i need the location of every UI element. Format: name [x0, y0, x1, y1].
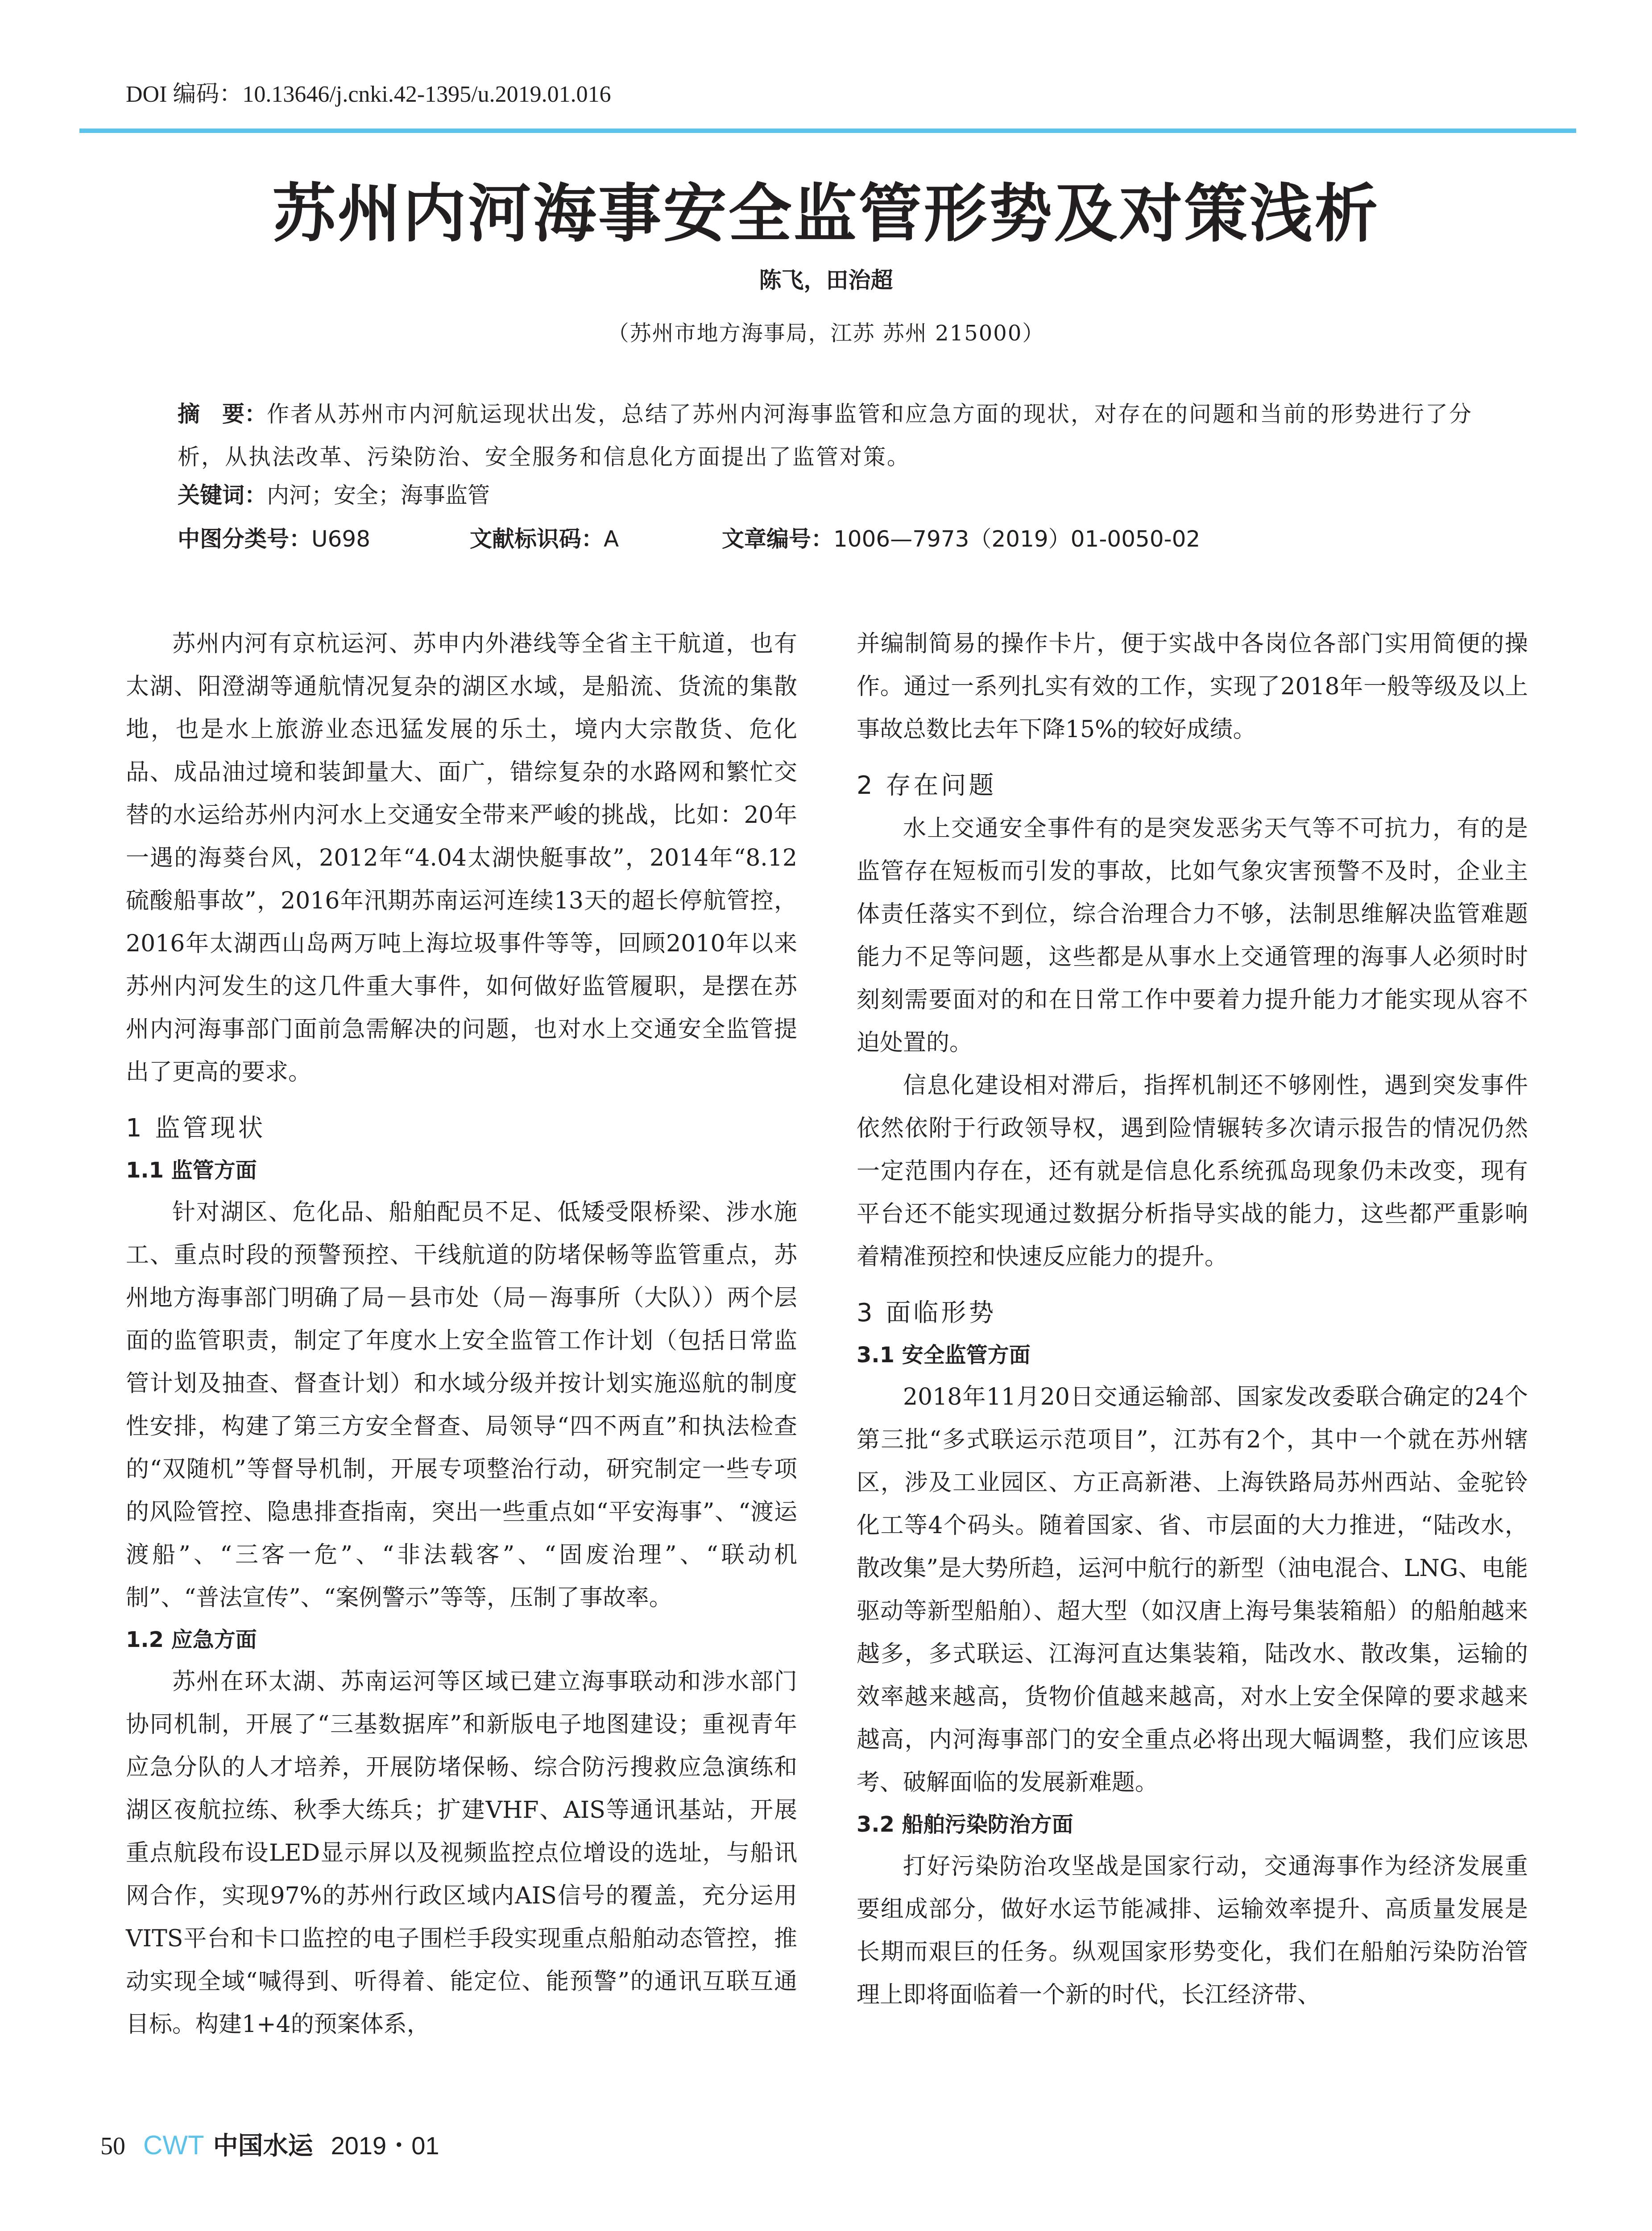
abstract-text: 作者从苏州市内河航运现状出发，总结了苏州内河海事监管和应急方面的现状，对存在的问题和当前的形势进行了分析，从执法改革、污染防治、安全服务和信息化方面提出了监管对策。 [178, 401, 1473, 470]
section-3-2-paragraph: 打好污染防治攻坚战是国家行动，交通海事作为经济发展重要组成部分，做好水运节能减排、运输效率提升、高质量发展是长期而艰巨的任务。纵观国家形势变化，我们在船舶污染防治管理上即将面临着一个新的时代，长江经济带、 [857, 1853, 1528, 2008]
doc-code-label: 文献标识码： [470, 526, 604, 552]
keywords-label: 关键词： [178, 482, 267, 508]
article-number-label: 文章编号： [722, 526, 833, 552]
continued-paragraph: 并编制简易的操作卡片，便于实战中各岗位各部门实用简便的操作。通过一系列扎实有效的工作，实现了2018年一般等级及以上事故总数比去年下降15%的较好成绩。 [857, 630, 1528, 743]
journal-name: 中国水运 [213, 2131, 313, 2161]
doi-line: DOI 编码：10.13646/j.cnki.42-1395/u.2019.01.016 [126, 82, 611, 107]
section-2-heading: 2 存在问题 [857, 771, 997, 800]
article-title: 苏州内河海事安全监管形势及对策浅析 [272, 177, 1380, 251]
page-footer [100, 2126, 439, 2162]
keywords-text: 内河；安全；海事监管 [267, 482, 490, 508]
section-1-heading: 1 监管现状 [126, 1114, 266, 1143]
section-3-heading: 3 面临形势 [857, 1298, 997, 1327]
page-number: 50 [100, 2132, 125, 2160]
section-3-1-paragraph: 2018年11月20日交通运输部、国家发改委联合确定的24个第三批“多式联运示范项目”，江苏有2个，其中一个就在苏州辖区，涉及工业园区、方正高新港、上海铁路局苏州西站、金驼铃化工等4个码头。随着国家、省、市层面的大力推进，“陆改水，散改集”是大势所趋，运河中航行的新型（油电混合、LNG、电能驱动等新型船舶）、超大型（如汉唐上海号集装箱船）的船舶越来越多，多式联运、江海河直达集装箱，陆改水、散改集，运输的效率越来越高，货物价值越来越高，对水上安全保障的要求越来越高，内河海事部门的安全重点必将出现大幅调整，我们应该思考、破解面临的发展新难题。 [857, 1384, 1528, 1796]
header-rule [79, 129, 1576, 133]
article-number-value: 1006—7973（2019）01-0050-02 [833, 526, 1201, 552]
section-1-2-heading: 1.2 应急方面 [126, 1627, 257, 1652]
clc-label: 中图分类号： [178, 526, 311, 552]
section-2-paragraph-1: 水上交通安全事件有的是突发恶劣天气等不可抗力，有的是监管存在短板而引发的事故，比如气象灾害预警不及时，企业主体责任落实不到位，综合治理合力不够，法制思维解决监管难题能力不足等问题，这些都是从事水上交通管理的海事人必须时时刻刻需要面对的和在日常工作中要着力提升能力才能实现从容不迫处置的。 [857, 815, 1528, 1056]
article-number [722, 521, 1200, 553]
section-1-1-paragraph: 针对湖区、危化品、船舶配员不足、低矮受限桥梁、涉水施工、重点时段的预警预控、干线航道的防堵保畅等监管重点，苏州地方海事部门明确了局－县市处（局－海事所（大队））两个层面的监管职责，制定了年度水上安全监管工作计划（包括日常监管计划及抽查、督查计划）和水域分级并按计划实施巡航的制度性安排，构建了第三方安全督查、局领导“四不两直”和执法检查的“双随机”等督导机制，开展专项整治行动，研究制定一些专项的风险管控、隐患排查指南，突出一些重点如“平安海事”、“渡运渡船”、“三客一危”、“非法载客”、“固废治理”、“联动机制”、“普法宣传”、“案例警示”等等，压制了事故率。 [126, 1199, 797, 1611]
abstract-label: 摘 要： [178, 401, 267, 427]
doc-code-value: A [604, 526, 619, 552]
clc-value: U698 [311, 526, 371, 552]
section-3-1-heading: 3.1 安全监管方面 [857, 1343, 1031, 1368]
left-column [126, 622, 797, 2046]
section-1-1-heading: 1.1 监管方面 [126, 1158, 257, 1183]
keywords [178, 477, 490, 510]
section-3-2-heading: 3.2 船舶污染防治方面 [857, 1812, 1073, 1837]
article-authors: 陈飞，田治超 [759, 267, 893, 293]
intro-paragraph: 苏州内河有京杭运河、苏申内外港线等全省主干航道，也有太湖、阳澄湖等通航情况复杂的湖区水域，是船流、货流的集散地，也是水上旅游业态迅猛发展的乐土，境内大宗散货、危化品、成品油过境和装卸量大、面广，错综复杂的水路网和繁忙交替的水运给苏州内河水上交通安全带来严峻的挑战，比如：20年一遇的海葵台风，2012年“4.04太湖快艇事故”，2014年“8.12硫酸船事故”，2016年汛期苏南运河连续13天的超长停航管控，2016年太湖西山岛两万吨上海垃圾事件等等，回顾2010年以来苏州内河发生的这几件重大事件，如何做好监管履职，是摆在苏州内河海事部门面前急需解决的问题，也对水上交通安全监管提出了更高的要求。 [126, 630, 797, 1086]
abstract [178, 393, 1485, 478]
journal-logo-abbr: CWT [143, 2130, 204, 2160]
clc-number [178, 521, 370, 553]
section-1-2-paragraph: 苏州在环太湖、苏南运河等区域已建立海事联动和涉水部门协同机制，开展了“三基数据库”和新版电子地图建设；重视青年应急分队的人才培养，开展防堵保畅、综合防污搜救应急演练和湖区夜航拉练、秋季大练兵；扩建VHF、AIS等通讯基站，开展重点航段布设LED显示屏以及视频监控点位增设的选址，与船讯网合作，实现97%的苏州行政区域内AIS信号的覆盖，充分运用VITS平台和卡口监控的电子围栏手段实现重点船舶动态管控，推动实现全域“喊得到、听得着、能定位、能预警”的通讯互联互通目标。构建1+4的预案体系， [126, 1668, 797, 2038]
doc-code [470, 521, 619, 553]
article-affiliation: （苏州市地方海事局，江苏 苏州 215000） [607, 321, 1045, 346]
issue-label: 2019・01 [331, 2131, 439, 2160]
section-2-paragraph-2: 信息化建设相对滞后，指挥机制还不够刚性，遇到突发事件依然依附于行政领导权，遇到险情辗转多次请示报告的情况仍然一定范围内存在，还有就是信息化系统孤岛现象仍未改变，现有平台还不能实现通过数据分析指导实战的能力，这些都严重影响着精准预控和快速反应能力的提升。 [857, 1072, 1528, 1270]
right-column [857, 622, 1528, 2016]
